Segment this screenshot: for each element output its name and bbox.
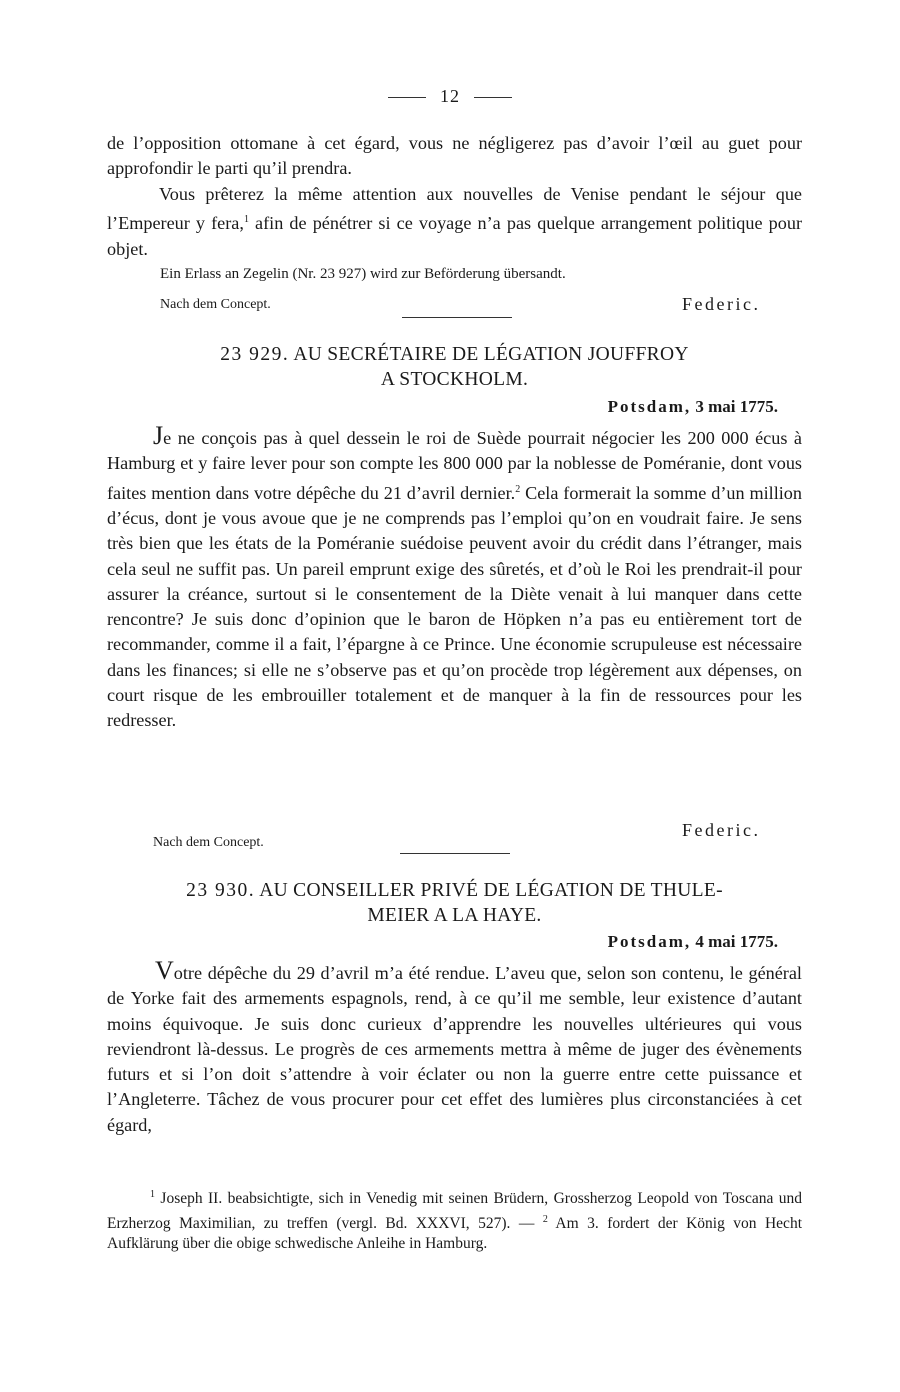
drop-cap: V: [155, 956, 174, 985]
letter-body-2: [107, 958, 802, 1138]
signature-1: Federic.: [682, 294, 761, 314]
letter-heading-23930: [107, 878, 802, 928]
letter-title: AU SECRÉTAIRE DE LÉGATION JOUFFROY: [293, 344, 689, 365]
letter-body-1-text-a: e ne conçois pas à quel dessein le roi de Suède pourrait négocier les 200 000 écus à Hamburg et y faire lever pour son compte les 800 000 par la noblesse de Poméranie, dont vous faites mention dans votre dépêche du 21 d’avril dernier.: [107, 428, 802, 503]
source-note-1: Nach dem Concept.: [160, 297, 271, 312]
footnote-marker-2: 2: [542, 1213, 548, 1225]
letter-body-2-text: otre dépêche du 29 d’avril m’a été rendue. L’aveu que, selon son contenu, le général de Yorke fait des armements espagnols, rend, à ce qu’il me semble, leur existence d’autant moins équivoque. Je suis donc curieux d’apprendre les nouvelles ultérieures qui vous reviendront là-dessus. Le progrès de ces armements mettra à même de juger des évènements futurs et si l’on doit s’attendre à voir éclater ou non la guerre entre cette puissance et l’Angleterre. Tâchez de vous procurer pour cet effet des lumières plus circonstanciées à cet égard,: [107, 963, 802, 1135]
date-day: 3 mai 1775.: [695, 397, 778, 416]
intro-paragraph-2-text: Vous prêterez la même attention aux nouvelles de Venise pendant le séjour que l’Empereur y fera,: [107, 184, 802, 234]
drop-cap: J: [153, 421, 164, 450]
intro-paragraph-2: [107, 182, 802, 262]
footnote-ref-1: 1: [243, 214, 249, 226]
signature-2: Federic.: [682, 820, 761, 840]
footnote-marker-1: 1: [150, 1189, 155, 1200]
date-place: Potsdam,: [607, 397, 692, 416]
divider: [388, 97, 426, 98]
divider: [474, 97, 512, 98]
section-divider-1: [402, 317, 512, 318]
heading-line-1: [107, 342, 802, 367]
footnote-1-text: Joseph II. beabsichtigte, sich in Venedig mit seinen Brüdern, Grossherzog Leopold von Toscana und Erzherzog Maximilian, zu treffen (vergl. Bd. XXXVI, 527). —: [107, 1190, 802, 1232]
letter-body-1-text-b: Cela formerait la somme d’un million d’écus, dont je vous avoue que je ne comprends pas l’emploi qu’on en voudrait faire. Je sens très bien que les états de la Poméranie suédoise peuvent avoir du crédit dans l’étranger, mais cela seul ne suffit pas. Un pareil emprunt exige des sûretés, et d’où le Roi les prendrait-il pour assurer la créance, surtout si le consentement de la Diète venait à lui manquer dans cette rencontre? Je suis donc d’opinion que le baron de Höpken n’a pas eu entièrement tort de recommander, comme il a fait, l’épargne à ce Prince. Une économie scrupuleuse est nécessaire dans les finances; si elle ne s’observe pas et qu’on procède trop légèrement aux dépenses, on court risque de les embrouiller totalement et de manquer à la fin de ressources pour les redresser.: [107, 482, 802, 731]
section-divider-2: [400, 853, 510, 854]
letter-title-line-2: A STOCKHOLM.: [380, 369, 529, 390]
letter-number: 23 930.: [186, 880, 256, 901]
letter-title: AU CONSEILLER PRIVÉ DE LÉGATION DE THULE-: [259, 880, 723, 901]
letter-number: 23 929.: [220, 344, 290, 365]
heading-line-1: [107, 878, 802, 903]
intro-note: Ein Erlass an Zegelin (Nr. 23 927) wird zur Beförderung übersandt.: [160, 266, 566, 282]
intro-paragraph-1: de l’opposition ottomane à cet égard, vous ne négligerez pas d’avoir l’œil au guet pour approfondir le parti qu’il prendra.: [107, 133, 802, 179]
letter-date-2: [608, 932, 778, 952]
page-number: [0, 86, 900, 107]
letter-title-line-2: MEIER A LA HAYE.: [367, 905, 542, 926]
letter-body-1: [107, 423, 802, 734]
intro-paragraph-2-rest: afin de pénétrer si ce voyage n’a pas quelque arrangement politique pour objet.: [107, 213, 802, 259]
footnote-2-text: Am 3. fordert der König von Hecht Aufklärung über die obige schwedische Anleihe in Hamburg.: [107, 1214, 802, 1253]
page-number-text: 12: [440, 86, 460, 106]
footnote-ref-2: 2: [515, 483, 521, 495]
footnotes: [107, 1185, 802, 1255]
date-day: 4 mai 1775.: [695, 932, 778, 951]
letter-heading-23929: [107, 342, 802, 392]
date-place: Potsdam,: [607, 932, 692, 951]
letter-date-1: [608, 397, 778, 417]
source-note-2: Nach dem Concept.: [153, 835, 264, 850]
